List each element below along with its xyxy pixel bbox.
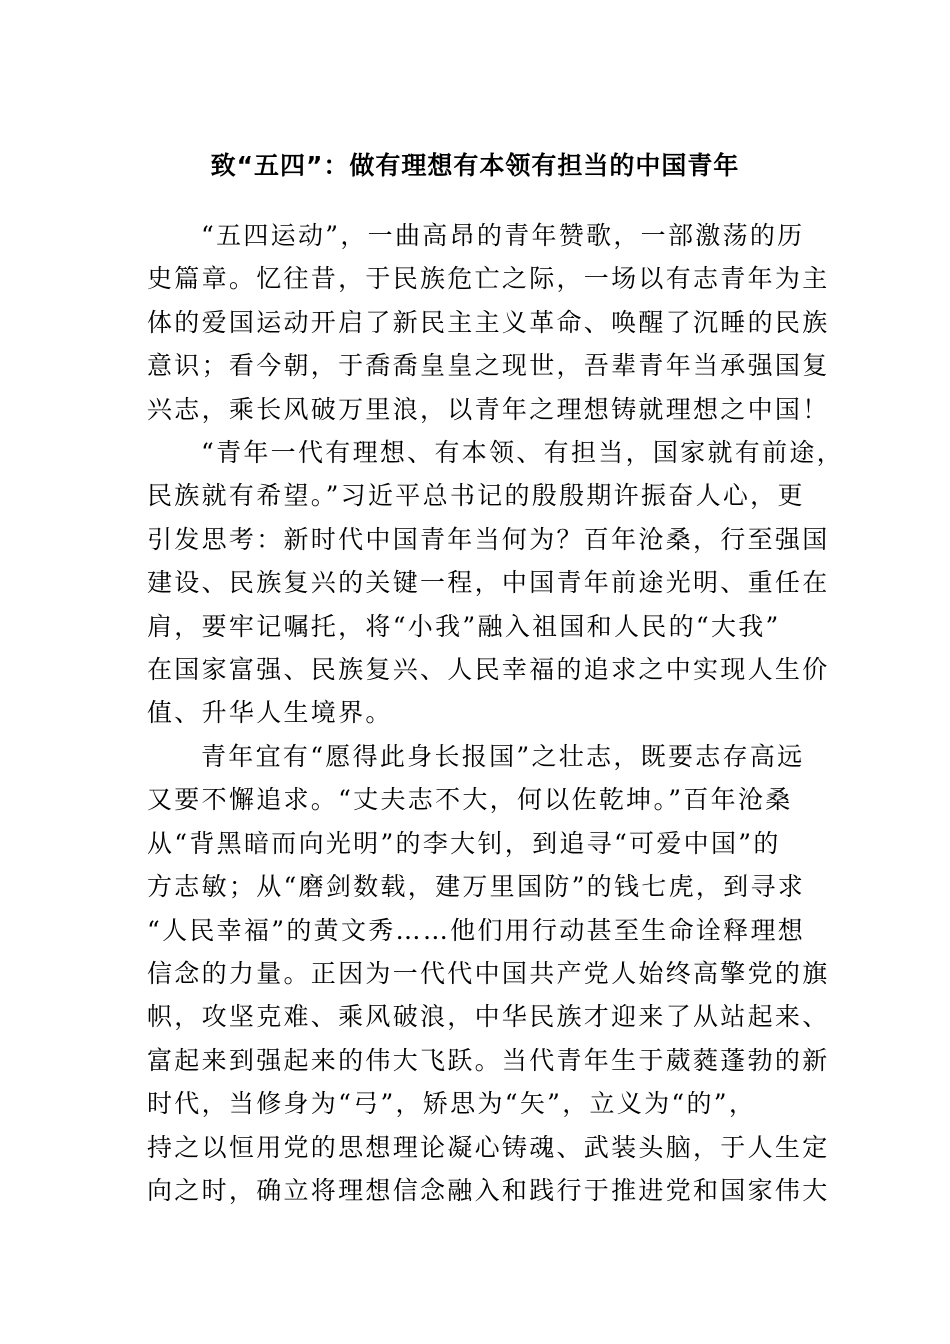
page-title: 致“五四”：做有理想有本领有担当的中国青年 [210, 151, 740, 180]
paragraph-line: 方志敏；从“磨剑数载，建万里国防”的钱七虎，到寻求 [147, 872, 806, 902]
article-body [147, 214, 844, 1212]
paragraph-line: 向之时，确立将理想信念融入和践行于推进党和国家伟大 [147, 1175, 830, 1205]
paragraph-2 [147, 431, 844, 735]
paragraph-line: 在国家富强、民族复兴、人民幸福的追求之中实现人生价 [147, 655, 830, 685]
paragraph-line: 体的爱国运动开启了新民主主义革命、唤醒了沉睡的民族 [147, 307, 830, 337]
paragraph-line: 时代，当修身为“弓”，矫思为“矢”，立义为“的”， [147, 1089, 757, 1119]
paragraph-line: 史篇章。忆往昔，于民族危亡之际，一场以有志青年为主 [147, 264, 830, 294]
paragraph-line: 从“背黑暗而向光明”的李大钊，到追寻“可爱中国”的 [147, 828, 781, 858]
paragraph-line: 肩，要牢记嘱托，将“小我”融入祖国和人民的“大我” [147, 611, 781, 641]
paragraph-line: 青年宜有“愿得此身长报国”之壮志，既要志存高远 [201, 741, 805, 771]
paragraph-line: “五四运动”，一曲高昂的青年赞歌，一部激荡的历 [201, 221, 805, 250]
paragraph-line: 又要不懈追求。“丈夫志不大，何以佐乾坤。”百年沧桑 [147, 785, 793, 815]
paragraph-line: 意识；看今朝，于喬喬皇皇之现世，吾辈青年当承强国复 [147, 351, 830, 381]
paragraph-3 [147, 735, 830, 1212]
paragraph-line: 信念的力量。正因为一代代中国共产党人始终高擎党的旗 [147, 958, 830, 988]
paragraph-line: 帜，攻坚克难、乘风破浪，中华民族才迎来了从站起来、 [147, 1002, 830, 1032]
paragraph-line: 民族就有希望。”习近平总书记的殷殷期许振奋人心，更 [147, 481, 805, 511]
paragraph-line: 富起来到强起来的伟大飞跃。当代青年生于葳蕤蓬勃的新 [147, 1045, 830, 1075]
paragraph-line: “人民幸福”的黄文秀……他们用行动甚至生命诠释理想 [147, 915, 806, 945]
paragraph-line: 引发思考：新时代中国青年当何为？百年沧桑，行至强国 [147, 524, 830, 554]
paragraph-line: 兴志，乘长风破万里浪，以青年之理想铸就理想之中国！ [147, 394, 830, 424]
paragraph-line: 持之以恒用党的思想理论凝心铸魂、武装头脑，于人生定 [147, 1132, 830, 1162]
paragraph-line: “青年一代有理想、有本领、有担当，国家就有前途， [201, 438, 844, 468]
paragraph-line: 值、升华人生境界。 [147, 698, 393, 728]
paragraph-line: 建设、民族复兴的关键一程，中国青年前途光明、重任在 [147, 568, 830, 598]
paragraph-1 [147, 214, 830, 431]
